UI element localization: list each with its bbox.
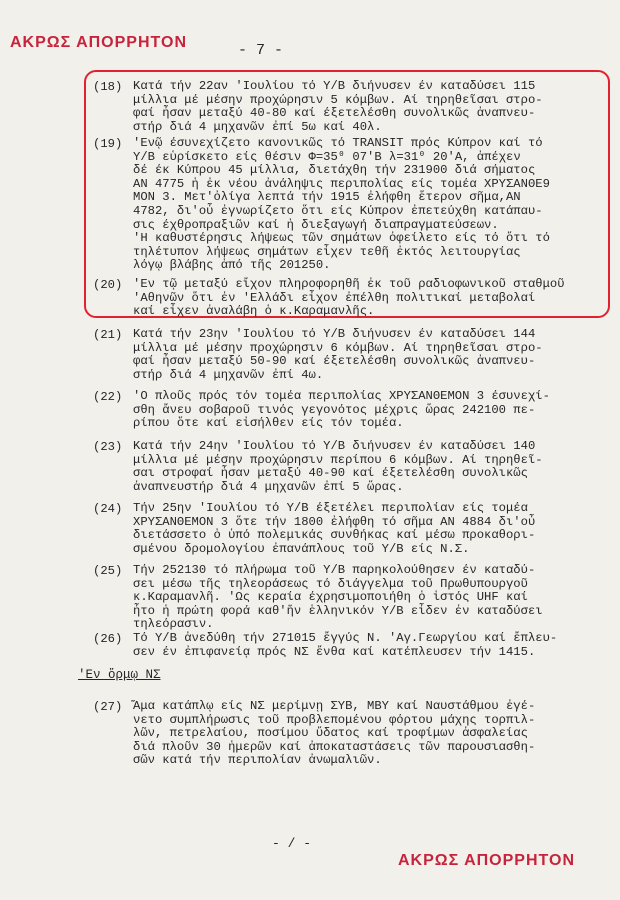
paragraph-number-22: (22) (93, 390, 123, 404)
paragraph-number-25: (25) (93, 564, 123, 578)
paragraph-number-27: (27) (93, 700, 123, 714)
paragraph-number-19: (19) (93, 137, 123, 151)
paragraph-number-23: (23) (93, 440, 123, 454)
paragraph-number-20: (20) (93, 278, 123, 292)
paragraph-number-21: (21) (93, 328, 123, 342)
paragraph-23: Κατά τήν 24ην 'Ιουλίου τό Υ/Β διήνυσεν έν καταδύσει 140 μίλλια μέ μέσην προχώρησιν περίπου 6 κόμβων. Αί τηρηθεῖ- σαι στροφαί ἦσαν μεταξύ 40-90 καί έξετελέσθη συνολικῶς ἀναπνευστήρ διά 4 μηχανῶν ἐπί 5 ὥρας. (133, 439, 543, 494)
paragraph-18: Κατά τήν 22αν 'Ιουλίου τό Υ/Β διήνυσεν έν καταδύσει 115 μίλλια μέ μέσην προχώρησιν 5 κόμβων. Αί τηρηθεῖσαι στρο- φαί ἦσαν μεταξύ 40-80 καί έξετελέσθη συνολικῶς ἀναπνευ- στήρ διά 4 μηχανῶν ἐπί 5ω καί 40λ. (133, 79, 543, 134)
page-number: - 7 - (238, 42, 284, 59)
paragraph-19: 'Ενῷ έσυνεχίζετο κανονικῶς τό TRANSIT πρός Κύπρον καί τό Υ/Β εὑρίσκετο είς θέσιν Φ=35⁰ 07'Β λ=31⁰ 20'Α, ἀπέχεν δέ έκ Κύπρου 45 μίλλια, διετάχθη τήν 231900 διά σήματος ΑΝ 4775 ἡ ἐκ νέου ἀνάληψις περιπολίας είς τομέα ΧΡΥΣΑΝΘΕ9 ΜΟΝ 3. Μετ'ὀλίγα λεπτά τήν 1915 ἐλήφθη ἕτερον σῆμα,ΑΝ 4782, δι'οὗ ἐγνωρίζετο ὅτι είς Κύπρον ἐπετεύχθη κατάπαυ- σις έχθροπραξιῶν καί ἡ διεξαγωγή διαπραγματεύσεων. 'Η καθυστέρησις λήψεως τῶν σημάτων ὀφείλετο είς τό ὅτι τό τηλέτυπον λήψεως σημάτων εἶχεν τεθῆ ἐκτός λειτουργίας λόγῳ βλάβης ἀπό τῆς 201250. (133, 136, 550, 273)
paragraph-24: Τήν 25ην 'Ιουλίου τό Υ/Β έξετέλει περιπολίαν είς τομέα ΧΡΥΣΑΝΘΕΜΟΝ 3 ὅτε τήν 1800 ἐλήφθη τό σῆμα ΑΝ 4884 δι'οὗ διετάσσετο ὁ ὑπό πολεμικάς συνθήκας καί μέσω προκαθορι- σμένου δρομολογίου ἐπανάπλους τοῦ Υ/Β είς Ν.Σ. (133, 501, 536, 556)
paragraph-22: 'Ο πλοῦς πρός τόν τομέα περιπολίας ΧΡΥΣΑΝΘΕΜΟΝ 3 έσυνεχί- σθη ἄνευ σοβαροῦ τινός γεγονότος μέχρις ὥρας 242100 πε- ρίπου ὅτε καί εἰσήλθεν είς τόν τομέα. (133, 389, 550, 431)
end-mark: - / - (272, 836, 312, 851)
classification-stamp-top: ΑΚΡΩΣ ΑΠΟΡΡΗΤΟΝ (10, 34, 187, 51)
classification-stamp-bottom: ΑΚΡΩΣ ΑΠΟΡΡΗΤΟΝ (398, 852, 575, 869)
paragraph-number-24: (24) (93, 502, 123, 516)
section-heading: 'Εν ὅρμῳ ΝΣ (78, 668, 161, 682)
paragraph-25: Τήν 252130 τό πλήρωμα τοῦ Υ/Β παρηκολούθησεν έν καταδύ- σει μέσω τῆς τηλεοράσεως τό διάγγελμα τοῦ Πρωθυπουργοῦ κ.Καραμανλῆ. 'Ως κεραία έχρησιμοποιήθη ὁ ἱστός UHF καί ἦτο ἡ πρώτη φορά καθ'ἥν ἑλληνικόν Υ/Β εἶδεν ἐν καταδύσει τηλεόρασιν. (133, 563, 543, 632)
paragraph-27: Ἅμα κατάπλῳ είς ΝΣ μερίμνῃ ΣΥΒ, ΜΒΥ καί Ναυστάθμου ἐγέ- νετο συμπλήρωσις τοῦ προβλεπομένου φόρτου μάχης τορπιλ- λῶν, πετρελαίου, ποσίμου ὕδατος καί τροφίμων ἀσφαλείας διά πλοῦν 30 ἡμερῶν καί ἀποκαταστάσεις τῶν παρουσιασθη- σῶν κατά τήν περιπολίαν ἀνωμαλιῶν. (133, 699, 536, 768)
paragraph-20: 'Εν τῷ μεταξύ εἴχον πληροφορηθῆ ἐκ τοῦ ραδιοφωνικοῦ σταθμοῦ 'Αθηνῶν ὅτι ἐν 'Ελλάδι εἶχον ἐπέλθη πολιτικαί μεταβολαί καί εἶχεν ἀναλάβη ὁ κ.Καραμανλῆς. (133, 277, 565, 319)
paragraph-number-26: (26) (93, 632, 123, 646)
paragraph-26: Τό Υ/Β ἀνεδύθη τήν 271015 ἔγγύς Ν. 'Αγ.Γεωργίου καί ἔπλευ- σεν έν ἐπιφανείᾳ πρός ΝΣ ἔνθα καί κατέπλευσεν τήν 1415. (133, 631, 558, 659)
paragraph-number-18: (18) (93, 80, 123, 94)
paragraph-21: Κατά τήν 23ην 'Ιουλίου τό Υ/Β διήνυσεν έν καταδύσει 144 μίλλια μέ μέσην προχώρησιν 6 κόμβων. Αί τηρηθεῖσαι στρο- φαί ἦσαν μεταξύ 50-90 καί έξετελέσθη συνολικῶς ἀναπνευ- στήρ διά 4 μηχανῶν ἐπί 4ω. (133, 327, 543, 382)
